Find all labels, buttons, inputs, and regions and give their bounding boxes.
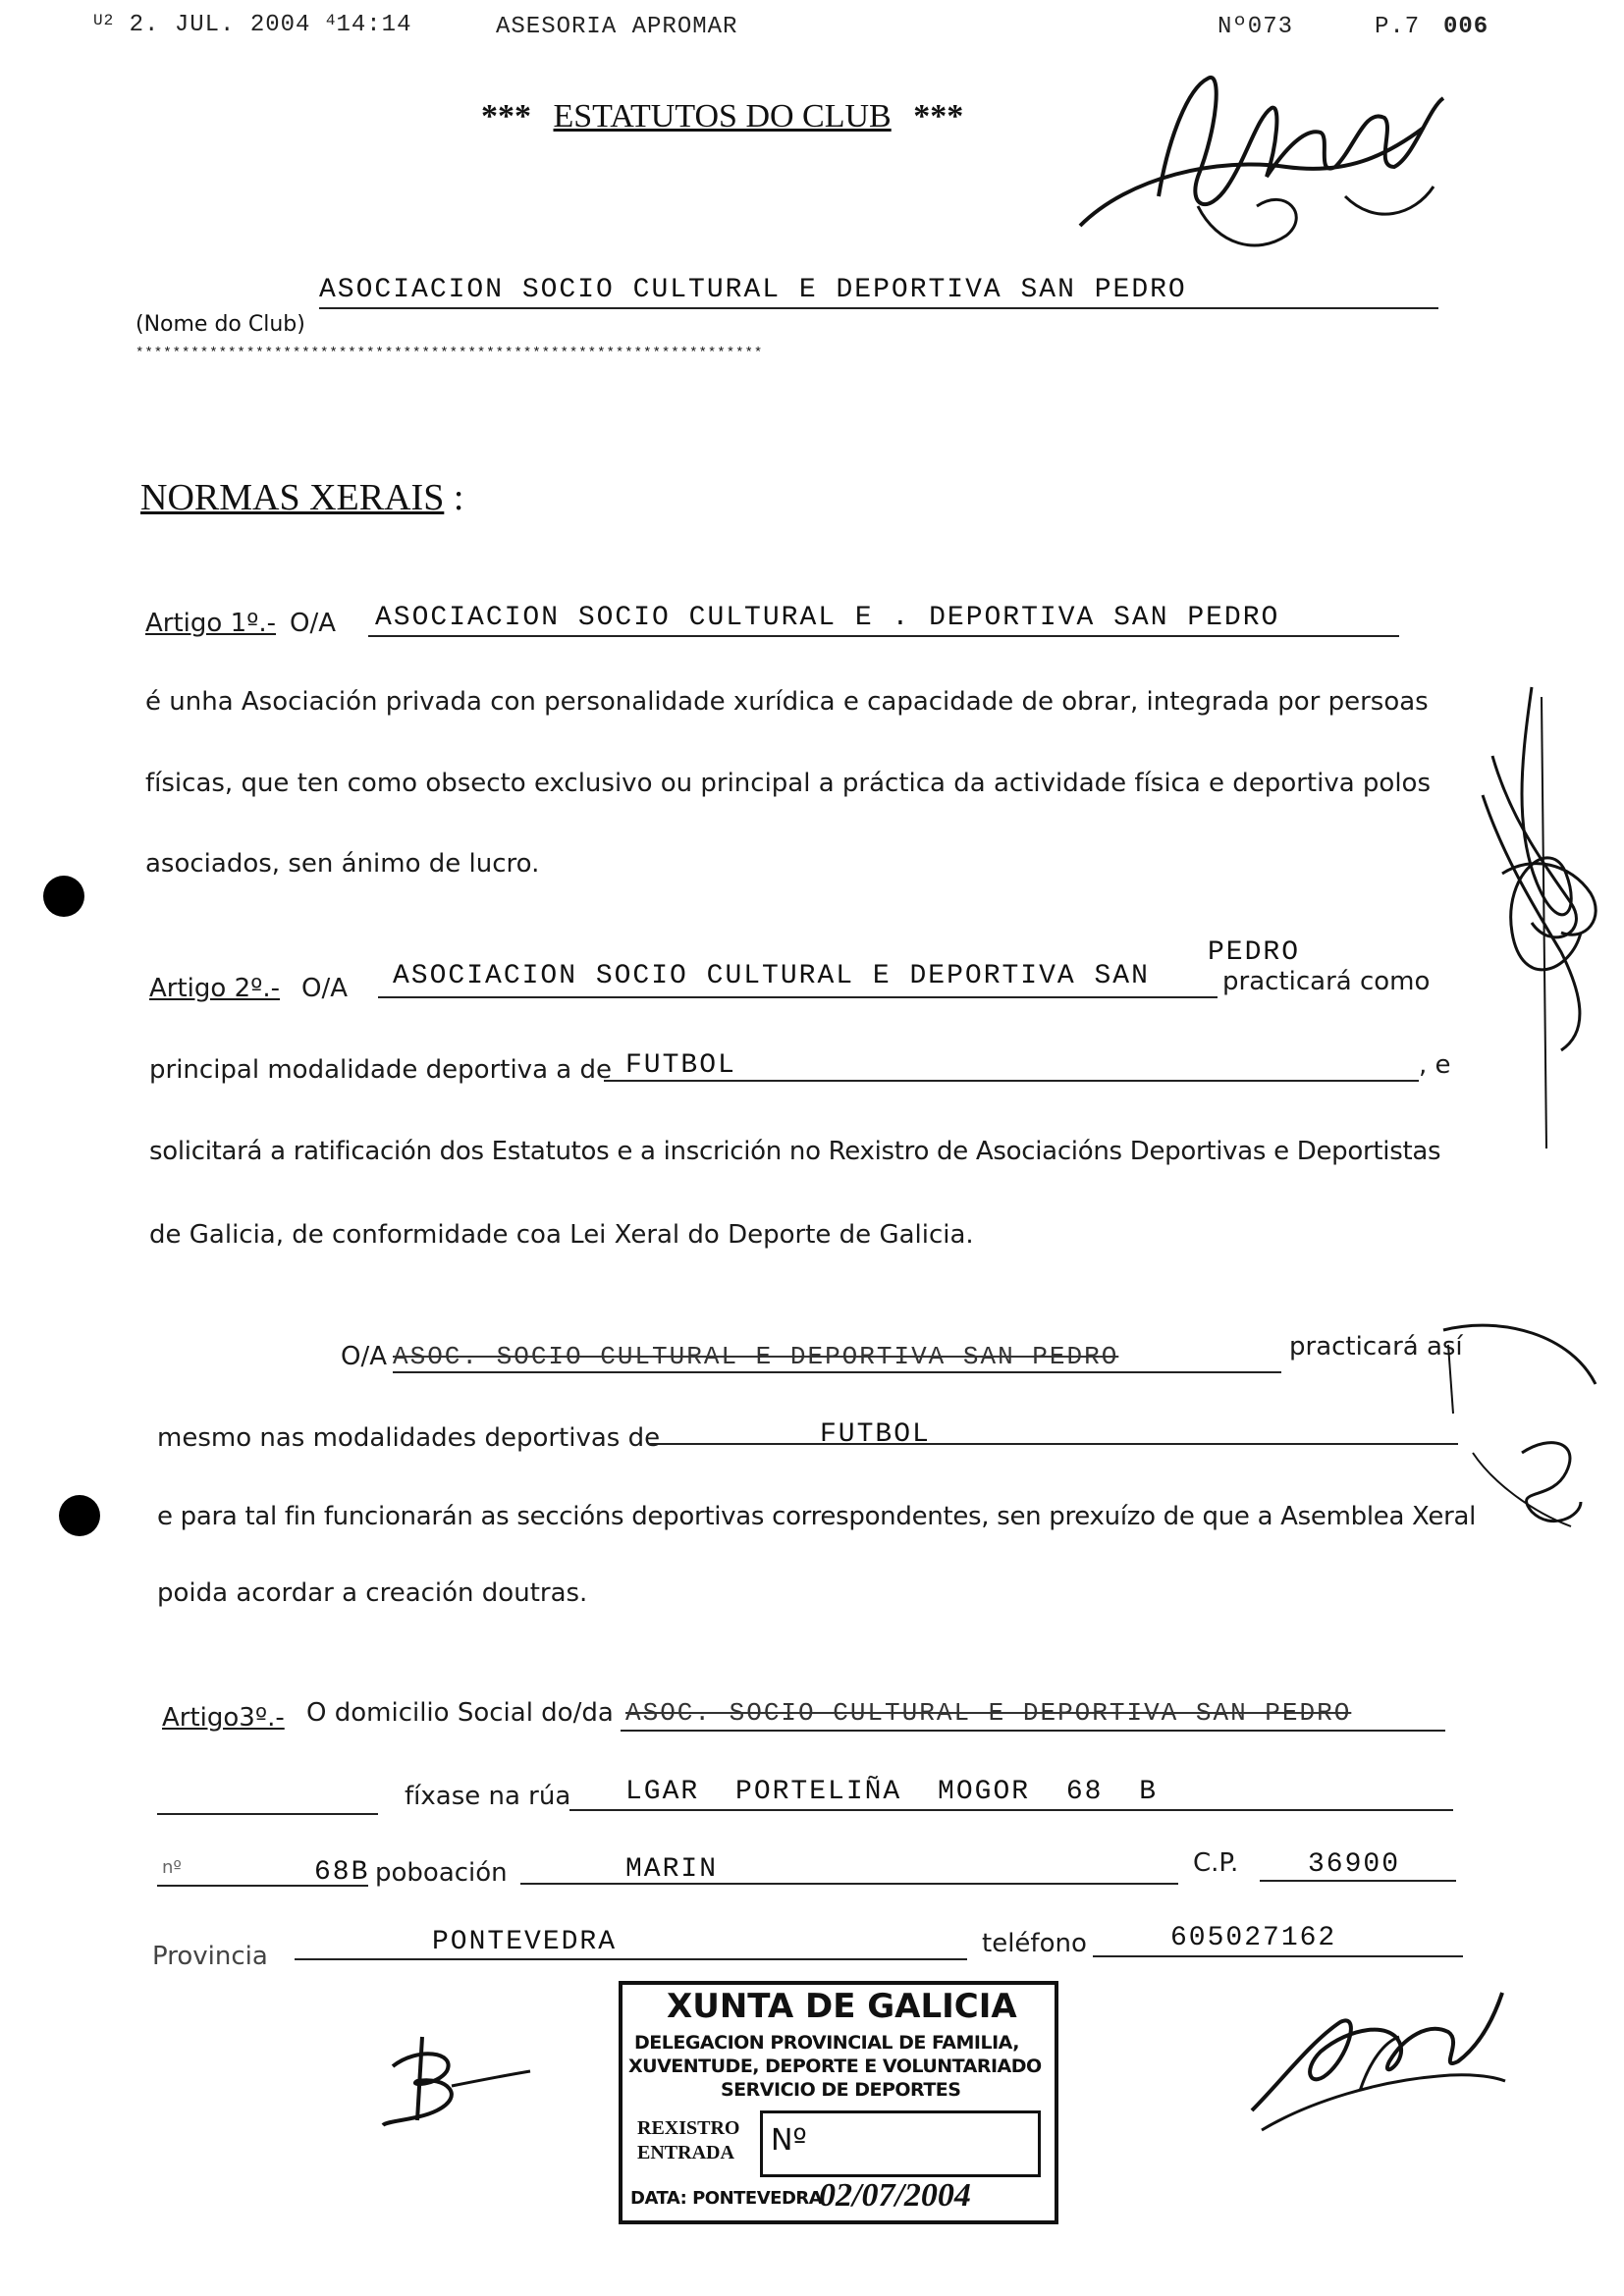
article3-phone: 605027162 — [1170, 1923, 1337, 1953]
article2-club-overflow: PEDRO — [1208, 937, 1301, 968]
stamp-date-label: DATA: PONTEVEDRA — [630, 2188, 823, 2209]
article3-club-underline — [621, 1730, 1445, 1732]
article2-club: ASOCIACION SOCIO CULTURAL E DEPORTIVA SAN — [393, 961, 1150, 991]
binder-hole-1 — [43, 876, 84, 917]
article1-club-underline — [368, 635, 1399, 637]
article3-number-label: nº — [162, 1857, 182, 1878]
club-separator: ******************************************************************** — [135, 346, 764, 361]
signature-bottom-left — [378, 2027, 535, 2135]
article2-prefix: O/A — [301, 974, 349, 1003]
fax-number: Nº073 — [1218, 14, 1294, 40]
article2-para2-club: ASOC. SOCIO CULTURAL E DEPORTIVA SAN PEDRO — [393, 1342, 1119, 1371]
article2-sport-underline — [604, 1080, 1419, 1082]
article2-label: Artigo 2º.- — [149, 974, 281, 1003]
article3-province-label: Provincia — [152, 1942, 268, 1971]
article1-line-1: é unha Asociación privada con personalidade xurídica e capacidade de obrar, integrada por persoas — [145, 687, 1429, 717]
article3-text: O domicilio Social do/da — [306, 1698, 614, 1728]
article3-cp-underline — [1260, 1880, 1456, 1882]
article2-club-underline — [378, 996, 1218, 998]
stamp-number-box — [760, 2110, 1041, 2177]
signature-bottom-right — [1242, 1983, 1507, 2140]
article3-number-underline — [157, 1885, 368, 1887]
article3-street: LGAR PORTELIÑA MOGOR 68 B — [625, 1777, 1159, 1807]
article2-para2-club-underline — [393, 1371, 1281, 1373]
article3-town-underline — [520, 1883, 1178, 1885]
article3-town: MARIN — [625, 1854, 719, 1885]
article2-para2-sport: FUTBOL — [820, 1419, 931, 1450]
fax-date: 2. JUL. 2004 — [129, 12, 311, 38]
article3-street-blank — [157, 1813, 378, 1815]
article3-province: PONTEVEDRA — [432, 1927, 618, 1957]
fax-time: 14:14 — [336, 12, 412, 38]
article3-phone-underline — [1093, 1955, 1463, 1957]
article2-line2-prefix: principal modalidade deportiva a de — [149, 1055, 612, 1085]
stamp-number-label: Nº — [771, 2123, 807, 2158]
margin-initials-right — [1473, 677, 1610, 1148]
title-stars-right: *** — [913, 98, 964, 134]
fax-prefix: U2 — [93, 12, 115, 29]
article3-town-label: poboación — [375, 1858, 508, 1888]
article2-para2-verb: practicará así — [1289, 1332, 1463, 1362]
fax-time-marker: 4 — [325, 12, 337, 29]
fax-header — [93, 12, 411, 38]
article2-para2-prefix: O/A — [341, 1342, 388, 1371]
article2-line2-suffix: , e — [1419, 1050, 1451, 1080]
document-title-row — [481, 98, 963, 135]
article3-phone-label: teléfono — [982, 1929, 1087, 1958]
stamp-registry-bottom: ENTRADA — [637, 2142, 734, 2163]
article1-label: Artigo 1º.- — [145, 609, 277, 638]
article2-line-3: solicitará a ratificación dos Estatutos e a inscrición no Rexistro de Asociacións Deportivas e Deportistas — [149, 1137, 1441, 1166]
article2-para2-sport-underline — [648, 1443, 1458, 1445]
article3-cp-label: C.P. — [1193, 1848, 1239, 1878]
stamp-line-2: XUVENTUDE, DEPORTE E VOLUNTARIADO — [628, 2056, 1042, 2077]
fax-page-code: 006 — [1443, 14, 1489, 40]
club-name: ASOCIACION SOCIO CULTURAL E DEPORTIVA SAN PEDRO — [319, 275, 1187, 305]
article3-cp: 36900 — [1308, 1849, 1401, 1880]
article3-street-underline — [569, 1809, 1453, 1811]
article3-province-underline — [295, 1958, 967, 1960]
article1-line-3: asociados, sen ánimo de lucro. — [145, 849, 540, 879]
article1-line-2: físicas, que ten como obsecto exclusivo ou principal a práctica da actividade física e deportiva polos — [145, 769, 1432, 798]
signature-top-right — [1051, 49, 1463, 275]
binder-hole-2 — [59, 1495, 100, 1536]
stamp-date-value: 02/07/2004 — [819, 2177, 971, 2214]
stamp-line-3: SERVICIO DE DEPORTES — [721, 2079, 961, 2101]
section-title-colon: : — [453, 477, 464, 518]
club-name-underline — [319, 307, 1438, 309]
article2-para2-line-4: poida acordar a creación doutras. — [157, 1578, 588, 1608]
document-title: ESTATUTOS DO CLUB — [553, 98, 892, 134]
article3-number: 68B — [314, 1857, 370, 1888]
article3-club: ASOC. SOCIO CULTURAL E DEPORTIVA SAN PEDRO — [625, 1698, 1352, 1728]
margin-flourish-right — [1434, 1315, 1610, 1541]
article3-street-label: fíxase na rúa — [405, 1782, 571, 1811]
title-stars-left: *** — [481, 98, 531, 134]
section-title: NORMAS XERAIS — [140, 477, 445, 518]
article1-prefix: O/A — [290, 609, 337, 638]
article3-label: Artigo3º.- — [162, 1703, 285, 1733]
article2-line-4: de Galicia, de conformidade coa Lei Xeral do Deporte de Galicia. — [149, 1220, 974, 1250]
article2-sport: FUTBOL — [625, 1050, 736, 1081]
article1-club: ASOCIACION SOCIO CULTURAL E . DEPORTIVA SAN PEDRO — [375, 603, 1280, 633]
article2-para2-line-3: e para tal fin funcionarán as seccións deportivas correspondentes, sen prexuízo de que a Asemblea Xeral — [157, 1502, 1477, 1531]
club-name-caption: (Nome do Club) — [135, 312, 305, 337]
article2-para2-line2-prefix: mesmo nas modalidades deportivas de — [157, 1423, 661, 1453]
stamp-line-1: DELEGACION PROVINCIAL DE FAMILIA, — [634, 2032, 1019, 2054]
fax-page: P.7 — [1375, 14, 1421, 40]
fax-sender: ASESORIA APROMAR — [496, 14, 738, 40]
stamp-org: XUNTA DE GALICIA — [667, 1987, 1017, 2026]
article2-verb: practicará como — [1222, 967, 1431, 996]
registry-stamp — [619, 1981, 1058, 2224]
stamp-registry-top: REXISTRO — [637, 2117, 740, 2139]
section-title-row — [140, 476, 463, 519]
